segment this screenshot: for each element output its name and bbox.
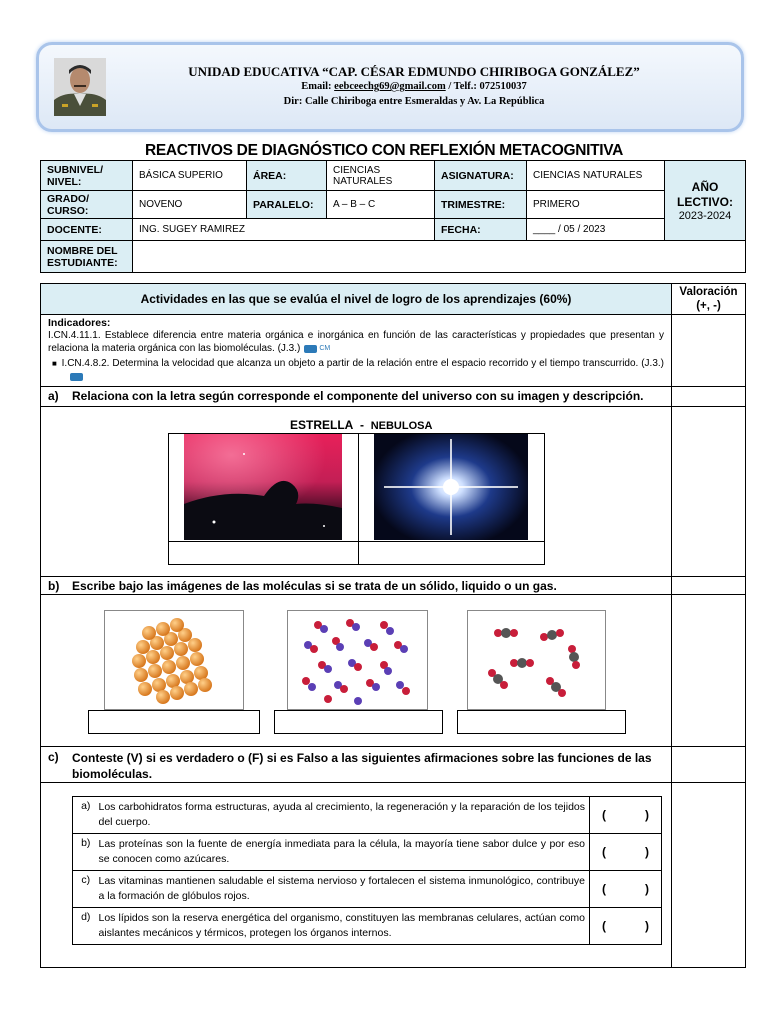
gas-image [467,610,606,710]
tf-answer[interactable] [590,834,662,871]
asignatura-value: CIENCIAS NATURALES [527,161,665,191]
fecha-label: FECHA: [435,219,527,241]
liquid-image [287,610,428,710]
solid-image [104,610,244,710]
tf-answer[interactable] [590,871,662,908]
address: Dir: Calle Chiriboga entre Esmeraldas y Av. La República [283,96,545,107]
section-b-instruction: Escribe bajo las imágenes de las moléculas si se trata de un sólido, liquido o un gas. [72,579,557,593]
frame-bottom [40,967,746,968]
paren-open: ( [602,919,606,933]
tf-letter: b) [73,834,99,871]
email-label: Email: [301,81,332,92]
fecha-value[interactable] [527,219,665,241]
paren-close: ) [645,882,649,896]
tf-letter: a) [73,797,99,834]
row-line [40,594,746,595]
estudiante-field[interactable] [133,241,746,273]
section-b-letter: b) [48,579,60,593]
tf-row [73,871,662,908]
paren-open: ( [602,845,606,859]
paren-open: ( [602,882,606,896]
row-line [40,386,746,387]
activities-header: Actividades en las que se evalúa el nivel de logro de los aprendizajes (60%) [140,292,572,306]
section-a-letter: a) [48,389,59,403]
paren-close: ) [645,919,649,933]
tf-row [73,908,662,945]
section-c-instruction: Conteste (V) si es verdadero o (F) si es Falso a las siguientes afirmaciones sobre las funciones de las biomoléculas. [72,751,652,781]
row-line [40,746,746,747]
tf-statement: Los lípidos son la reserva energética del organismo, constituyen las membranas celulares, actúan como aislantes mecánicos y térmicos, protegen los órganos internos. [99,908,590,945]
school-name: UNIDAD EDUCATIVA “CAP. CÉSAR EDMUNDO CHIRIBOGA GONZÁLEZ” [188,64,640,79]
paren-close: ) [645,808,649,822]
indicador-1-text: I.CN.4.11.1. Establece diferencia entre materia orgánica e inorgánica en función de las características y propiedades que presentan y relaciona la materia orgánica con las biomoléculas. (J.3.) [48,330,664,355]
grado-value: NOVENO [133,191,247,219]
estudiante-label: NOMBRE DEL ESTUDIANTE: [41,241,133,273]
docente-label: DOCENTE: [41,219,133,241]
row-line [40,406,746,407]
tf-row [73,834,662,871]
tf-letter: c) [73,871,99,908]
fecha-blank: ____ [533,224,556,235]
indicador-1 [48,329,664,355]
info-table [40,160,746,273]
image-grid-divider [358,433,359,565]
tf-statement: Las vitaminas mantienen saludable el sistema nervioso y fortalecen el sistema inmunológico, contribuye a la formación de glóbulos rojos. [99,871,590,908]
valoracion-header: Valoración (+, -) [679,286,738,312]
word-dash: - [360,418,365,432]
curriculum-badge-icon [304,345,317,353]
section-a-words [290,418,432,432]
trimestre-label: TRIMESTRE: [435,191,527,219]
row-line [40,576,746,577]
paren-close: ) [645,845,649,859]
answer-box-liquid[interactable] [274,710,443,734]
row-line [40,782,746,783]
paralelo-label: PARALELO: [247,191,327,219]
contact-line [30,81,768,92]
subnivel-value: BÁSICA SUPERIO [133,161,247,191]
anio-label: AÑO LECTIVO: [677,179,733,209]
indicadores-label: Indicadores: [48,317,111,329]
anio-cell [665,161,746,241]
tf-answer[interactable] [590,797,662,834]
star-image [374,434,528,540]
tf-answer[interactable] [590,908,662,945]
frame-top [40,283,746,284]
word-estrella: ESTRELLA [290,418,354,432]
paren-open: ( [602,808,606,822]
paralelo-value: A – B – C [327,191,435,219]
tf-row [73,797,662,834]
fecha-date: / 05 / 2023 [558,224,606,235]
area-label: ÁREA: [247,161,327,191]
indicador-2-text: I.CN.4.8.2. Determina la velocidad que alcanza un objeto a partir de la relación entre el espacio recorrido y el tiempo transcurrido. (J.3.) [61,358,664,369]
grado-label: GRADO/ CURSO: [41,191,133,219]
subnivel-label: SUBNIVEL/ NIVEL: [41,161,133,191]
email-link[interactable]: eebceechg69@gmail.com [334,81,446,92]
anio-value: 2023-2024 [678,209,732,222]
document-title: REACTIVOS DE DIAGNÓSTICO CON REFLEXIÓN METACOGNITIVA [144,142,624,159]
section-c-letter: c) [48,750,59,764]
area-value: CIENCIAS NATURALES [327,161,435,191]
row-line [40,314,746,315]
trimestre-value: PRIMERO [527,191,665,219]
section-a-instruction: Relaciona con la letra según corresponde el componente del universo con su imagen y descripción. [72,389,644,403]
tf-statement: Las proteínas son la fuente de energía inmediata para la célula, la mayoría tiene sabor dulce y por eso se conocen como azúcares. [99,834,590,871]
nebula-image [184,434,342,540]
true-false-table [72,796,662,945]
image-grid-divider [168,541,545,542]
phone: / Telf.: 072510037 [448,81,527,92]
indicador-2 [48,357,664,383]
answer-box-solid[interactable] [88,710,260,734]
tf-statement: Los carbohidratos forma estructuras, ayuda al crecimiento, la regeneración y la reparación de los tejidos del cuerpo. [99,797,590,834]
tf-letter: d) [73,908,99,945]
bullet-icon: ■ [52,359,62,368]
asignatura-label: ASIGNATURA: [435,161,527,191]
answer-box-gas[interactable] [457,710,626,734]
word-nebulosa: NEBULOSA [370,420,433,432]
badge-text: CM [319,345,331,352]
docente-value: ING. SUGEY RAMIREZ [133,219,435,241]
